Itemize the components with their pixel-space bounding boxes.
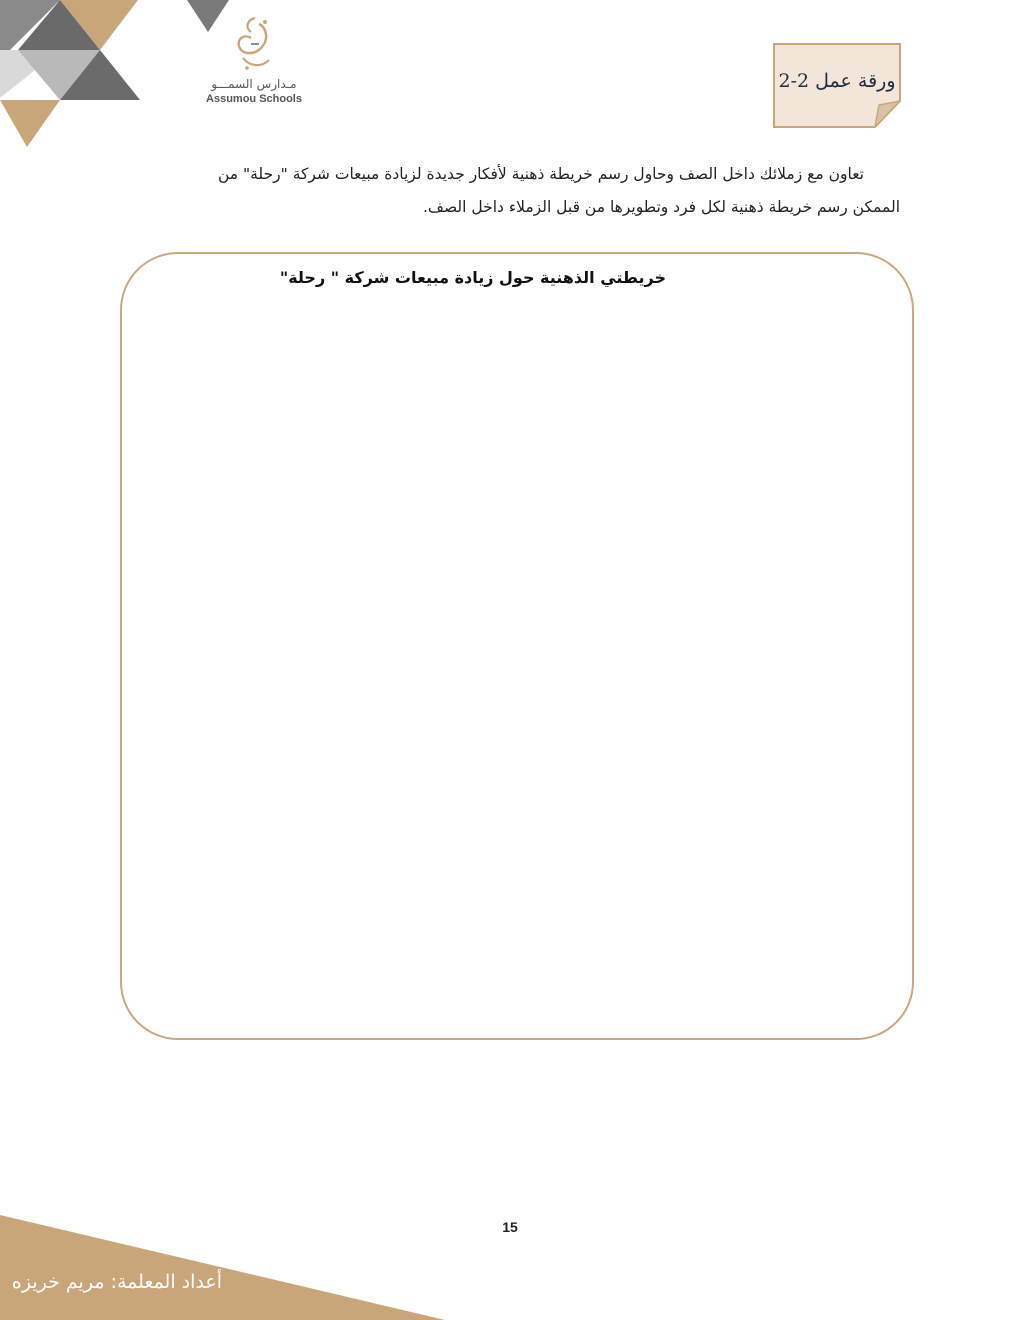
instructions [132,158,900,224]
mindmap-drawing-area [120,252,914,1040]
decor-triangle [0,100,60,147]
school-logo [196,14,312,114]
footer-gold-band [0,1215,460,1320]
page-number: 15 [502,1219,518,1235]
teacher-credit: أعداد المعلمة: مريم خريزه [11,1271,222,1293]
instructions-line-1: تعاون مع زملائك داخل الصف وحاول رسم خريطة ذهنية لأفكار جديدة لزيادة مبيعات شركة "رحلة" من [217,165,864,183]
worksheet-label: ورقة عمل 2-2 [778,70,896,92]
calligraphy-emblem-icon [229,14,279,76]
logo-english-name: Assumou Schools [206,93,302,105]
logo-arabic-name: مـدارس السمـــو [211,77,297,91]
mindmap-title: خريطتي الذهنية حول زيادة مبيعات شركة " رحلة" [279,268,666,287]
worksheet-tag [773,43,901,128]
instructions-line-2: الممكن رسم خريطة ذهنية لكل فرد وتطويرها من قبل الزملاء داخل الصف. [423,198,900,216]
